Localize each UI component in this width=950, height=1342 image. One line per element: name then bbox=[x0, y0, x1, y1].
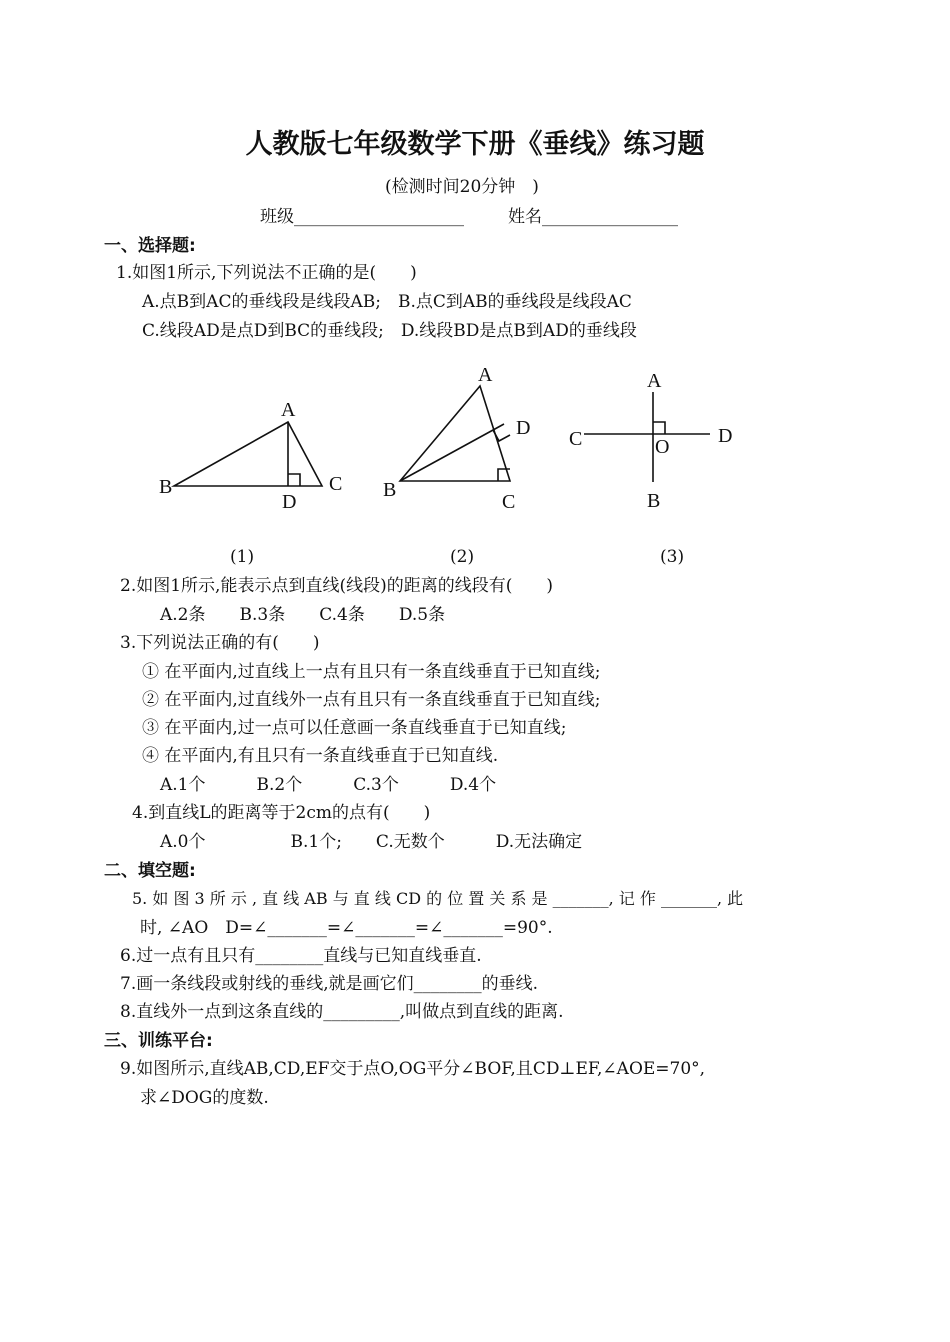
fig2-right-angle-d bbox=[493, 430, 510, 441]
section-fill-blank: 二、填空题: bbox=[104, 861, 196, 881]
fig3-right-angle-mark bbox=[653, 422, 665, 434]
q2-stem: 2.如图1所示,能表示点到直线(线段)的距离的线段有( ) bbox=[120, 576, 553, 596]
fig3-label-c: C bbox=[569, 428, 583, 450]
q3-item-1: ① 在平面内,过直线上一点有且只有一条直线垂直于已知直线; bbox=[142, 662, 601, 682]
figure-1-triangle bbox=[150, 390, 360, 520]
q3-options: A.1个 B.2个 C.3个 D.4个 bbox=[160, 775, 497, 795]
q8: 8.直线外一点到这条直线的_________,叫做点到直线的距离. bbox=[120, 1002, 564, 1022]
figure-2-triangle bbox=[378, 360, 548, 520]
q4-stem: 4.到直线L的距离等于2cm的点有( ) bbox=[132, 803, 431, 823]
fig2-segment-bd bbox=[400, 424, 504, 481]
fig2-label-b: B bbox=[383, 479, 397, 501]
q1-options-line2: C.线段AD是点D到BC的垂线段; D.线段BD是点B到AD的垂线段 bbox=[142, 321, 637, 341]
q6: 6.过一点有且只有________直线与已知直线垂直. bbox=[120, 946, 482, 966]
fig3-label-a: A bbox=[647, 370, 662, 392]
name-field: 姓名________________ bbox=[508, 207, 678, 227]
fig2-caption: (2) bbox=[450, 547, 475, 567]
q7: 7.画一条线段或射线的垂线,就是画它们________的垂线. bbox=[120, 974, 539, 994]
fig3-label-d: D bbox=[718, 425, 733, 447]
fig3-caption: (3) bbox=[660, 547, 685, 567]
q1-stem: 1.如图1所示,下列说法不正确的是( ) bbox=[116, 263, 417, 283]
q9-line2: 求∠DOG的度数. bbox=[140, 1088, 269, 1108]
fig1-right-angle-mark bbox=[288, 474, 300, 486]
q5-line2: 时, ∠AO D=∠_______=∠_______=∠_______=90°. bbox=[140, 918, 553, 938]
q2-options: A.2条 B.3条 C.4条 D.5条 bbox=[160, 605, 446, 625]
class-field: 班级____________________ bbox=[260, 207, 464, 227]
fig2-triangle-abc bbox=[400, 386, 510, 481]
fig1-label-c: C bbox=[329, 473, 343, 495]
subtitle: (检测时间20分钟 ) bbox=[385, 177, 539, 197]
fig1-label-a: A bbox=[281, 399, 296, 421]
fig1-label-b: B bbox=[159, 476, 173, 498]
q4-options: A.0个 B.1个; C.无数个 D.无法确定 bbox=[160, 832, 583, 852]
section-choice: 一、选择题: bbox=[104, 236, 196, 256]
fig1-caption: (1) bbox=[230, 547, 255, 567]
q3-item-3: ③ 在平面内,过一点可以任意画一条直线垂直于已知直线; bbox=[142, 718, 567, 738]
q5-line1: 5. 如 图 3 所 示 , 直 线 AB 与 直 线 CD 的 位 置 关 系 是 _______, 记 作 _______, 此 bbox=[132, 889, 744, 908]
fig2-label-c: C bbox=[502, 491, 516, 513]
fig3-label-o: O bbox=[655, 436, 670, 458]
fig2-label-a: A bbox=[478, 364, 493, 386]
q9-line1: 9.如图所示,直线AB,CD,EF交于点O,OG平分∠BOF,且CD⊥EF,∠AOE=70°, bbox=[120, 1059, 706, 1079]
q3-stem: 3.下列说法正确的有( ) bbox=[120, 633, 320, 653]
q3-item-4: ④ 在平面内,有且只有一条直线垂直于已知直线. bbox=[142, 746, 499, 766]
fig3-label-b: B bbox=[647, 490, 661, 512]
fig2-label-d: D bbox=[516, 417, 531, 439]
q3-item-2: ② 在平面内,过直线外一点有且只有一条直线垂直于已知直线; bbox=[142, 690, 601, 710]
figure-3-perpendicular bbox=[560, 365, 750, 515]
q1-options-line1: A.点B到AC的垂线段是线段AB; B.点C到AB的垂线段是线段AC bbox=[142, 292, 632, 312]
page-title: 人教版七年级数学下册《垂线》练习题 bbox=[245, 129, 705, 160]
section-practice: 三、训练平台: bbox=[104, 1031, 213, 1051]
fig1-label-d: D bbox=[282, 491, 297, 513]
